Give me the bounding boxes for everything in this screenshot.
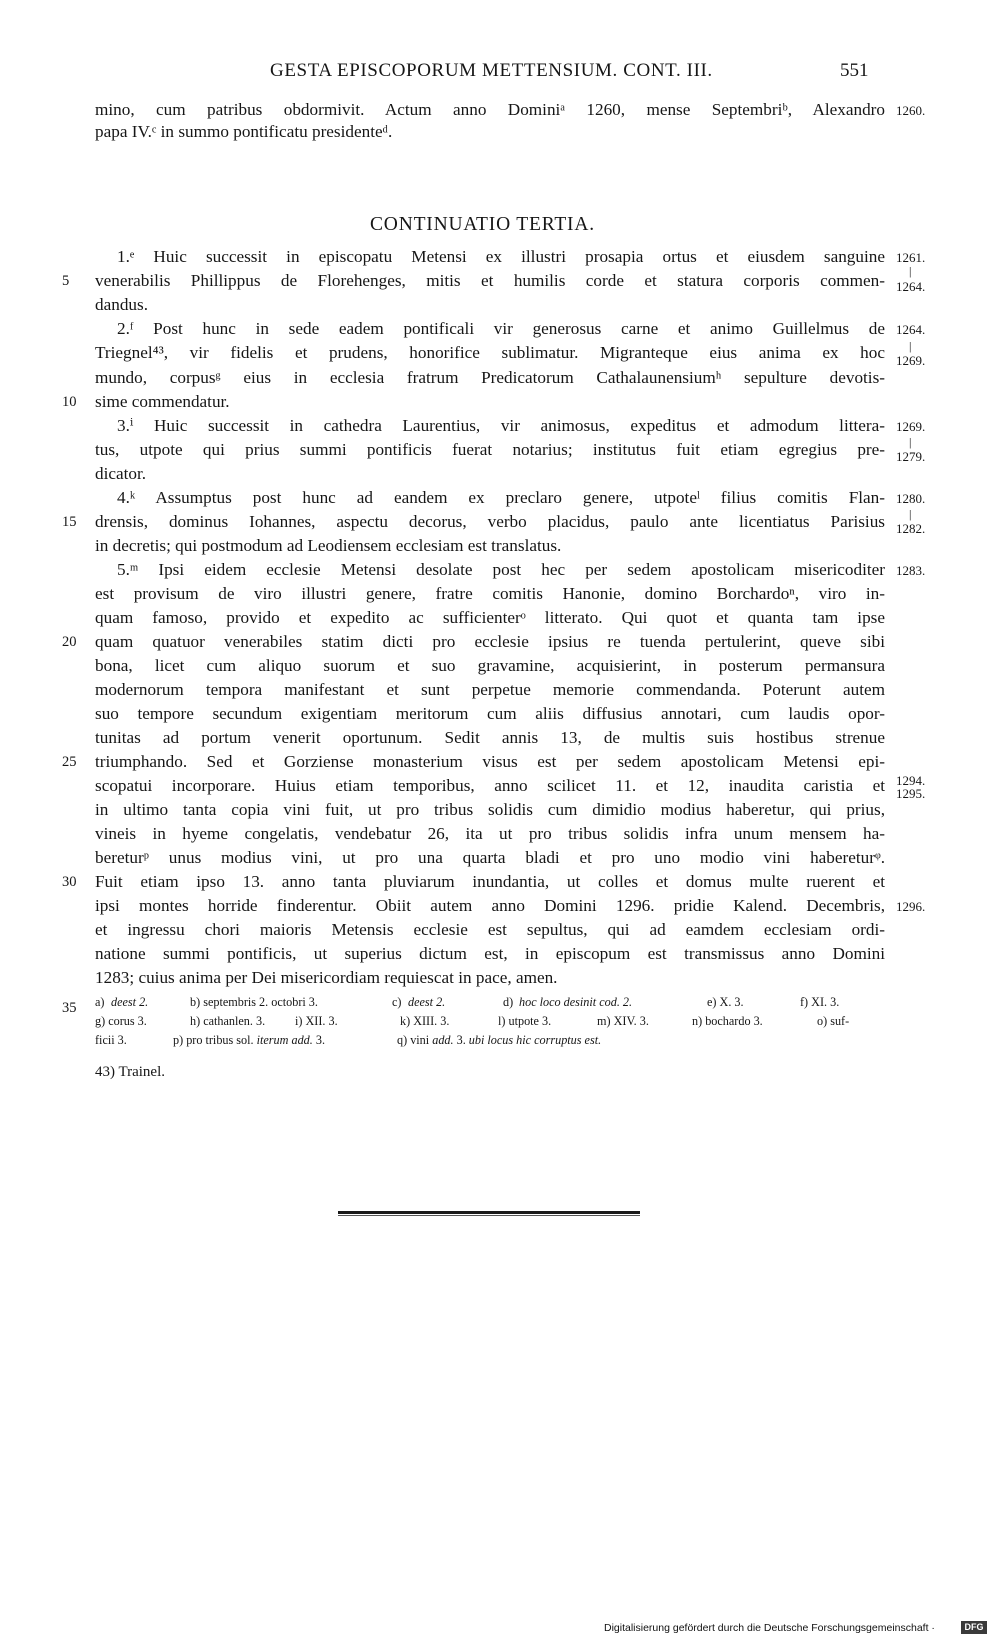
margin-year: 1294. [896, 773, 926, 788]
body-line: natione summi pontificis, ut superius dictum est, in episcopum est transmissus anno Domini [95, 944, 885, 963]
body-line: drensis, dominus Iohannes, aspectu decorus, verbo placidus, paulo ante licentiatus Parisius [95, 512, 885, 531]
footnote: m) XIV. 3. [597, 1014, 649, 1028]
dfg-logo: DFG [961, 1621, 987, 1634]
body-line: triumphando. Sed et Gorziense monasterium visus est per sedem apostolicam Metensi epi- [95, 752, 885, 771]
body-line: in ultimo tanta copia vini fuit, ut pro tribus solidis cum dimidio modius haberetur, qui prius, [95, 800, 885, 819]
margin-year: 1279. [896, 449, 926, 464]
intro-line: papa IV.ᶜ in summo pontificatu presidenteᵈ. [95, 122, 393, 141]
footnote: i) XII. 3. [295, 1014, 338, 1028]
margin-year-connector: | [909, 264, 912, 278]
footnote: l) utpote 3. [498, 1014, 552, 1028]
body-line: venerabilis Phillippus de Florehenges, mitis et humilis corde et statura corporis commen- [95, 271, 885, 290]
body-line: ipsi montes horride finderentur. Obiit autem anno Domini 1296. pridie Kalend. Decembris, [95, 896, 885, 915]
body-line: Fuit etiam ipso 13. anno tanta pluviarum inundantia, ut colles et domus multe ruerent et [95, 872, 885, 891]
line-number: 5 [62, 273, 70, 289]
line-number: 10 [62, 394, 77, 410]
body-line: est provisum de viro illustri genere, fratre comitis Hanonie, domino Borchardoⁿ, viro in- [95, 584, 885, 603]
body-line: dandus. [95, 295, 148, 314]
body-line: 4.ᵏ Assumptus post hunc ad eandem ex preclaro genere, utpoteˡ filius comitis Flan- [117, 488, 885, 507]
footnote: g) corus 3. [95, 1014, 147, 1028]
footnote-italic: iterum add. [256, 1033, 313, 1047]
margin-year: 1261. [896, 250, 926, 265]
intro-line: mino, cum patribus obdormivit. Actum anno Dominiᵃ 1260, mense Septembriᵇ, Alexandro [95, 100, 885, 119]
body-line: modernorum tempora manifestant et sunt perpetue memorie commendanda. Poterunt autem [95, 680, 885, 699]
margin-year: 1280. [896, 491, 926, 506]
margin-year: 1296. [896, 899, 926, 914]
footnote: n) bochardo 3. [692, 1014, 763, 1028]
footnote-italic: hoc loco desinit cod. 2. [519, 995, 633, 1009]
footnote: f) XI. 3. [800, 995, 840, 1009]
margin-year: 1264. [896, 279, 926, 294]
footnote-text: 3. [312, 1033, 326, 1047]
body-line: bereturᵖ unus modius vini, ut pro una quarta bladi et pro uno modio vini habereturᵠ. [95, 848, 885, 867]
body-line: 1283; cuius anima per Dei misericordiam requiescat in pace, amen. [95, 968, 558, 987]
body-line: scopatui incorporare. Huius etiam temporibus, anno scilicet 11. et 12, inaudita caristia et [95, 776, 885, 795]
margin-year: 1295. [896, 786, 926, 801]
body-line: sime commendatur. [95, 392, 230, 411]
footnote-p [173, 1033, 325, 1048]
body-line: 5.ᵐ Ipsi eidem ecclesie Metensi desolate post hec per sedem apostolicam misericoditer [117, 560, 885, 579]
footnote-q [397, 1033, 601, 1048]
body-line: in decretis; qui postmodum ad Leodiensem ecclesiam est translatus. [95, 536, 562, 555]
body-line: suo tempore secundum exigentiam meritorum cum aliis diffusius annotari, cum laudis opor- [95, 704, 885, 723]
body-line: quam quatuor venerabiles statim dicti pro ecclesie ipsius re tuenda pertulerint, queve sibi [95, 632, 885, 651]
footnote: k) XIII. 3. [400, 1014, 450, 1028]
footnote-line [95, 995, 885, 1013]
line-number: 30 [62, 874, 77, 890]
body-line: vineis in hyeme congelatis, vendebatur 26, ita ut pro tribus solidis infra unum mensem ha- [95, 824, 885, 843]
footnote-line [95, 1033, 885, 1051]
body-line: 1.ᵉ Huic successit in episcopatu Metensi ex illustri prosapia ortus et eiusdem sanguine [117, 247, 885, 266]
body-line: tunitas ad portum venerit oportunum. Sedit annis 13, de multis suis hostibus strenue [95, 728, 885, 747]
page-number: 551 [840, 60, 869, 81]
margin-year-connector: | [909, 507, 912, 521]
margin-year-connector: | [909, 339, 912, 353]
footnote-line [95, 1014, 885, 1032]
margin-year-connector: | [909, 435, 912, 449]
footnote: h) cathanlen. 3. [190, 1014, 266, 1028]
footnote-italic: ubi locus hic corruptus est. [468, 1033, 602, 1047]
running-header: GESTA EPISCOPORUM METTENSIUM. CONT. III. [270, 60, 713, 81]
line-number: 25 [62, 754, 77, 770]
footnote-text: p) pro tribus sol. [173, 1033, 257, 1047]
margin-year: 1269. [896, 419, 926, 434]
footnote-italic: deest 2. [408, 995, 446, 1009]
margin-year: 1260. [896, 103, 926, 118]
body-line: mundo, corpusᵍ eius in ecclesia fratrum Predicatorum Cathalaunensiumʰ sepulture devotis- [95, 368, 885, 387]
closing-rule [338, 1211, 640, 1214]
historical-note: 43) Trainel. [95, 1064, 166, 1080]
footnote: e) X. 3. [707, 995, 744, 1009]
footnote-italic: add. [432, 1033, 454, 1047]
footnote: o) suf- [817, 1014, 850, 1028]
footnote-label: d) [503, 995, 514, 1009]
margin-year: 1283. [896, 563, 926, 578]
line-number: 15 [62, 514, 77, 530]
margin-year: 1282. [896, 521, 926, 536]
closing-rule-thin [338, 1215, 640, 1216]
body-line: 3.ⁱ Huic successit in cathedra Laurentius, vir animosus, expeditus et admodum littera- [117, 416, 885, 435]
body-line: tus, utpote qui prius summi pontificis fuerat notarius; institutus fuit etiam egregius pre- [95, 440, 885, 459]
digitization-credit: Digitalisierung gefördert durch die Deutsche Forschungsgemeinschaft · [604, 1622, 935, 1634]
footnote-text: 3. [453, 1033, 469, 1047]
body-line: 2.ᶠ Post hunc in sede eadem pontificali vir generosus carne et animo Guillelmus de [117, 319, 885, 338]
footnote-label: c) [392, 995, 402, 1009]
body-line: et ingressu chori maioris Metensis ecclesie est sepultus, qui ad eamdem ecclesiam ordi- [95, 920, 885, 939]
section-title: CONTINUATIO TERTIA. [370, 214, 595, 235]
footnote-label: a) [95, 995, 105, 1009]
line-number: 35 [62, 1000, 77, 1016]
footnote-italic: deest 2. [111, 995, 149, 1009]
footnote: b) septembris 2. octobri 3. [190, 995, 318, 1009]
footnote-text: q) vini [397, 1033, 433, 1047]
body-line: dicator. [95, 464, 147, 483]
body-line: bona, licet cum aliquo suorum et suo gravamine, acquisierint, in posterum permansura [95, 656, 885, 675]
margin-year: 1264. [896, 322, 926, 337]
body-line: quam famoso, provido et expedito ac sufficienterᵒ litterato. Qui quot et quanta tam ipse [95, 608, 885, 627]
footnote: ficii 3. [95, 1033, 127, 1047]
margin-year: 1269. [896, 353, 926, 368]
body-line: Triegnel⁴³, vir fidelis et prudens, honorifice sublimatur. Migranteque eius anima ex hoc [95, 343, 885, 362]
line-number: 20 [62, 634, 77, 650]
